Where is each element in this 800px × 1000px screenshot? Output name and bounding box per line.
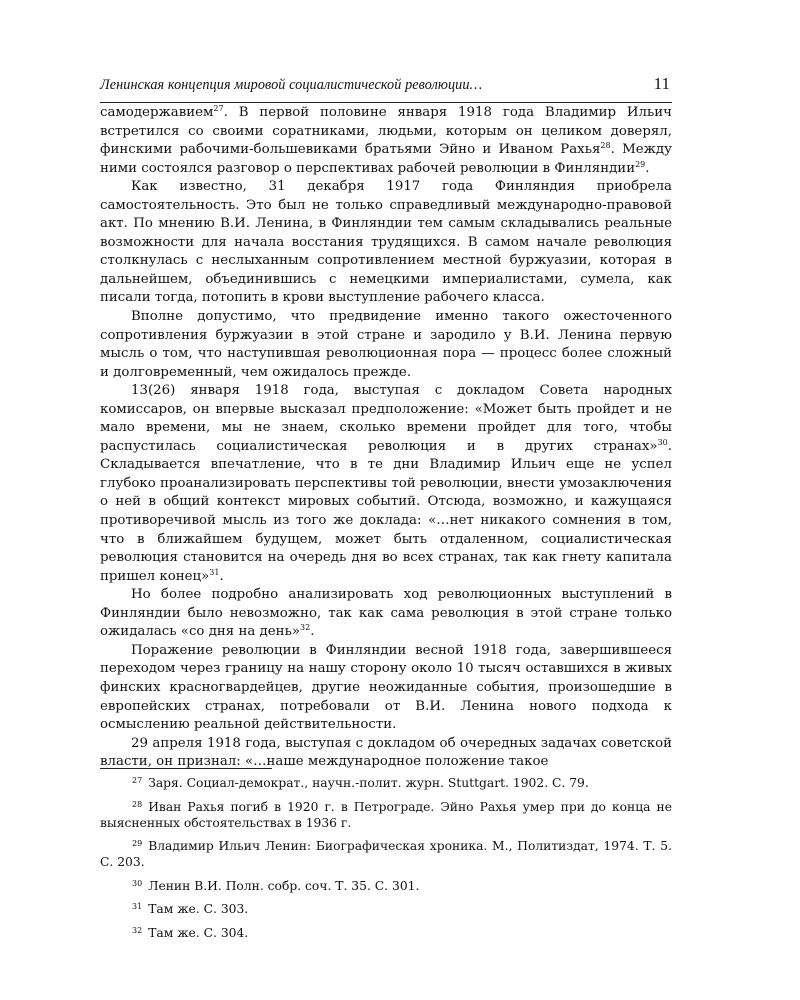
text-run: . xyxy=(219,568,224,584)
paragraph xyxy=(100,382,672,586)
text-run: самодержавием xyxy=(100,105,214,120)
text-run: . Между ними состоялся разговор о перспективах рабочей революции в Финляндии xyxy=(100,142,673,176)
footnote-ref: 30 xyxy=(657,437,668,447)
text-run: 29 апреля 1918 года, выступая с докладом об очередных задачах советской власти, он признал: «…наше международное положение такое xyxy=(100,735,672,770)
text-run: . xyxy=(645,160,650,176)
text-run: Вполне допустимо, что предвидение именно такого ожесточенного сопротивления буржуазии в этой стране и зародило у В.И. Ленина первую мысль о том, что наступившая революционная пора — процесс более сложный и долговременный, чем ожидалось прежде. xyxy=(100,309,672,380)
running-title: Ленинская концепция мировой социалистической революции… xyxy=(100,77,483,93)
footnote-ref: 28 xyxy=(600,141,611,151)
header-rule xyxy=(100,102,672,103)
footnote-text: Там же. С. 303. xyxy=(148,902,249,916)
footnote-text: Иван Рахья погиб в 1920 г. в Петрограде. Эйно Рахья умер при до конца не выясненных обстоятельствах в 1936 г. xyxy=(100,799,672,830)
text-run: Как известно, 31 декабря 1917 года Финляндия приобрела самостоятельность. Это был не только справедливый международно-правовой акт. По мнению В.И. Ленина, в Финляндии тем самым складывались реальные возможности для начала восстания трудящихся. В самом начале революция столкнулась с неслыханным сопротивлением местной буржуазии, которая в дальнейшем, объединившись с немецкими империалистами, сумела, как писали тогда, потопить в крови выступление рабочего класса. xyxy=(100,179,672,306)
footnote-number: 31 xyxy=(132,902,143,911)
text-run: . Складывается впечатление, что в те дни Владимир Ильич еще не успел глубоко проанализировать перспективы той революции, внести умозаключения о ней в общий контекст мировых событий. Отсюда, возможно, и кажущаяся противоречивой мысль из того же доклада: «…нет никакого сомнения в том, что в ближайшем будущем, может быть отдаленном, социалистическая революция становится на очередь дня во всех странах, так как гнету капитала пришел конец» xyxy=(100,438,672,584)
footnote-ref: 32 xyxy=(300,623,311,633)
footnote-text: Заря. Социал-демократ., научн.-полит. журн. Stuttgart. 1902. С. 79. xyxy=(148,776,589,790)
paragraph xyxy=(100,735,672,772)
footnote-number: 30 xyxy=(132,878,143,888)
paragraph xyxy=(100,104,672,178)
main-text xyxy=(100,104,672,772)
footnote-number: 29 xyxy=(132,839,143,848)
footnote-rule xyxy=(100,768,272,769)
text-run: Но более подробно анализировать ход революционных выступлений в Финляндии было невозможно, так как сама революция в этой стране только ожидалась «со дня на день» xyxy=(100,587,672,640)
text-run: Поражение революции в Финляндии весной 1918 года, завершившееся переходом через границу на нашу сторону около 10 тысяч оставшихся в живых финских красногвардейцев, другие неожиданные события, произошедшие в европейских странах, потребовали от В.И. Ленина нового подхода к осмыслению реальной действительности. xyxy=(100,642,672,733)
footnote xyxy=(100,836,672,870)
footnote-text: Владимир Ильич Ленин: Биографическая хроника. М., Политиздат, 1974. Т. 5. С. 203. xyxy=(100,839,672,869)
paragraph xyxy=(100,586,672,642)
footnote-number: 27 xyxy=(132,776,143,785)
footnote-ref: 31 xyxy=(209,567,220,577)
footnote-text: Там же. С. 304. xyxy=(148,925,249,940)
footnote xyxy=(100,797,672,831)
text-run: . В первой половине января 1918 года Владимир Ильич встретился со своими соратниками, людьми, которым он целиком доверял, финскими рабочими-большевиками братьями Эйно и Иваном Рахья xyxy=(100,105,672,158)
text-run: . xyxy=(310,624,315,640)
footnote xyxy=(100,899,672,917)
footnotes xyxy=(100,773,672,946)
paragraph xyxy=(100,308,672,382)
footnote xyxy=(100,876,672,894)
footnote xyxy=(100,923,672,941)
text-run: 13(26) января 1918 года, выступая с докладом Совета народных комиссаров, он впервые высказал предположение: «Может быть пройдет и не мало времени, мы не знаем, сколько времени пройдет для того, чтобы распустилась социалистическая революция и в других странах» xyxy=(100,383,672,454)
footnote-text: Ленин В.И. Полн. собр. соч. Т. 35. С. 301. xyxy=(148,878,420,893)
paragraph xyxy=(100,178,672,308)
footnote xyxy=(100,773,672,791)
footnote-ref: 29 xyxy=(635,159,646,169)
paragraph xyxy=(100,642,672,735)
footnote-ref: 27 xyxy=(213,104,224,113)
footnote-number: 28 xyxy=(132,799,143,809)
page-number: 11 xyxy=(653,74,670,93)
footnote-number: 32 xyxy=(132,925,143,935)
running-header xyxy=(100,74,672,94)
